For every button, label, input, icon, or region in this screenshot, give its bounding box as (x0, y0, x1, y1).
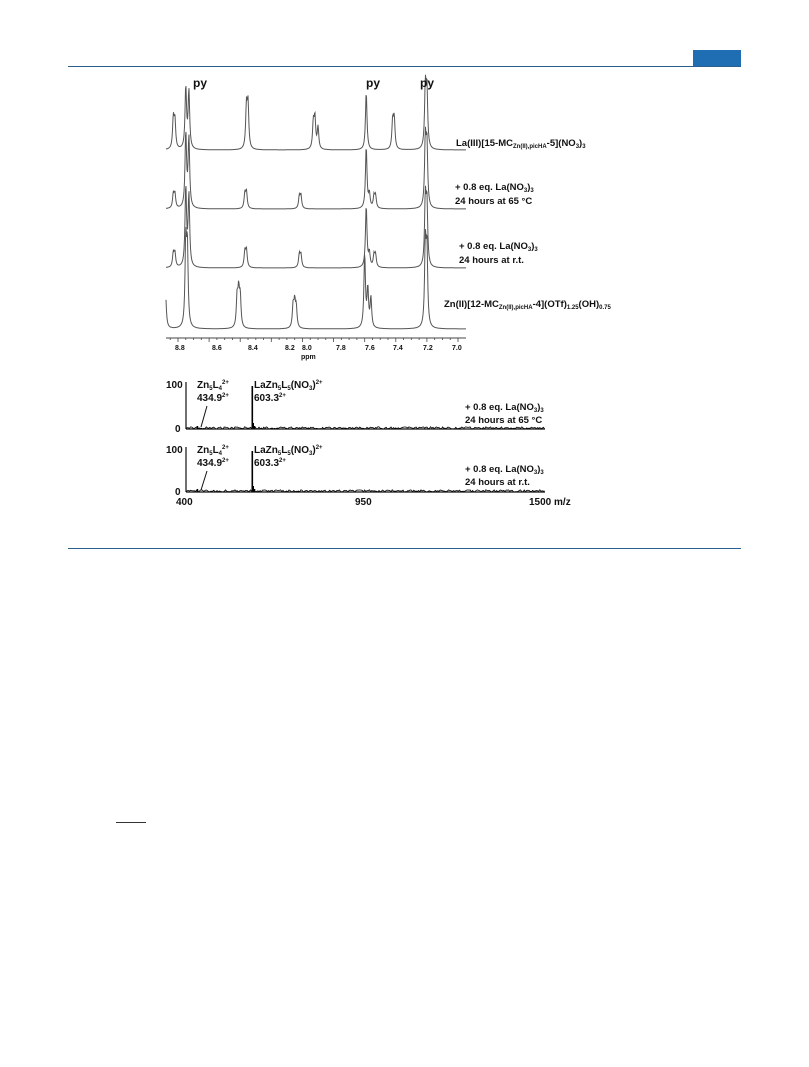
ms2-peak1-leader (201, 471, 207, 490)
ms2-y-top: 100 (166, 445, 183, 456)
ms2-condition-line2: 24 hours at r.t. (465, 477, 530, 488)
ms1-y-bottom: 0 (175, 424, 181, 435)
nmr-x-tick-4: 8.0 (302, 345, 312, 352)
nmr-x-tick-9: 7.0 (452, 345, 462, 352)
ms2-peak1-formula: $Zn_5L_4^{2+}$ (197, 445, 229, 457)
ms1-condition-line1: + 0.8 eq. $La(NO_3)_3$ (465, 402, 544, 414)
py-label-2: py (366, 76, 381, 90)
py-label-3: py (420, 76, 435, 90)
nmr-trace-4 (166, 227, 466, 329)
ms1-peak1-leader (201, 406, 207, 427)
ms1-condition-line2: 24 hours at 65 °C (465, 415, 543, 426)
ms2-peak2-value: $603.3^{2+}$ (254, 458, 286, 469)
nmr-label-trace-2-line2: 24 hours at 65 °C (455, 196, 533, 207)
ms1-peak1-value: $434.9^{2+}$ (197, 393, 229, 404)
nmr-traces (166, 75, 466, 329)
py-label-1: py (193, 76, 208, 90)
ms1-peak2-value: $603.3^{2+}$ (254, 393, 286, 404)
ms1-peak2-formula: $LaZn_5L_5(NO_3)^{2+}$ (254, 380, 323, 392)
nmr-label-trace-3-line1: + 0.8 eq. $La(NO_3)_3$ (459, 241, 538, 253)
ms-x-tick-1: 950 (355, 497, 372, 508)
ms-x-tick-2: 1500 m/z (529, 497, 571, 508)
nmr-label-trace-2-line1: + 0.8 eq. $La(NO_3)_3$ (455, 182, 534, 194)
nmr-x-tick-5: 7.8 (336, 345, 346, 352)
nmr-trace-2 (166, 127, 466, 209)
nmr-x-tick-7: 7.4 (393, 345, 403, 352)
ms2-peak2-formula: $LaZn_5L_5(NO_3)^{2+}$ (254, 445, 323, 457)
ms-x-tick-0: 400 (176, 497, 193, 508)
ms2-peak1-value: $434.9^{2+}$ (197, 458, 229, 469)
footnote-rule (116, 822, 146, 823)
nmr-trace-3 (166, 186, 466, 268)
nmr-x-tick-6: 7.6 (365, 345, 375, 352)
nmr-x-tick-0: 8.8 (175, 345, 185, 352)
nmr-label-trace-1: $La(III)[15-MC_{Zn(II),picHA}-5](NO_3)_3$ (456, 138, 586, 150)
ms1-peak1-formula: $Zn_5L_4^{2+}$ (197, 380, 229, 392)
nmr-x-ticks (170, 338, 458, 342)
nmr-x-unit: ppm (301, 354, 316, 361)
nmr-label-trace-3-line2: 24 hours at r.t. (459, 255, 524, 266)
ms1-y-top: 100 (166, 380, 183, 391)
nmr-x-tick-3: 8.2 (285, 345, 295, 352)
nmr-x-tick-8: 7.2 (423, 345, 433, 352)
nmr-x-tick-2: 8.4 (248, 345, 258, 352)
ms2-y-bottom: 0 (175, 487, 181, 498)
ms2-condition-line1: + 0.8 eq. $La(NO_3)_3$ (465, 464, 544, 476)
nmr-x-tick-1: 8.6 (212, 345, 222, 352)
nmr-label-trace-4: $Zn(II)[12-MC_{Zn(II),picHA}-4](OTf)_{1.25}(OH)_{0.75}$ (444, 299, 611, 311)
